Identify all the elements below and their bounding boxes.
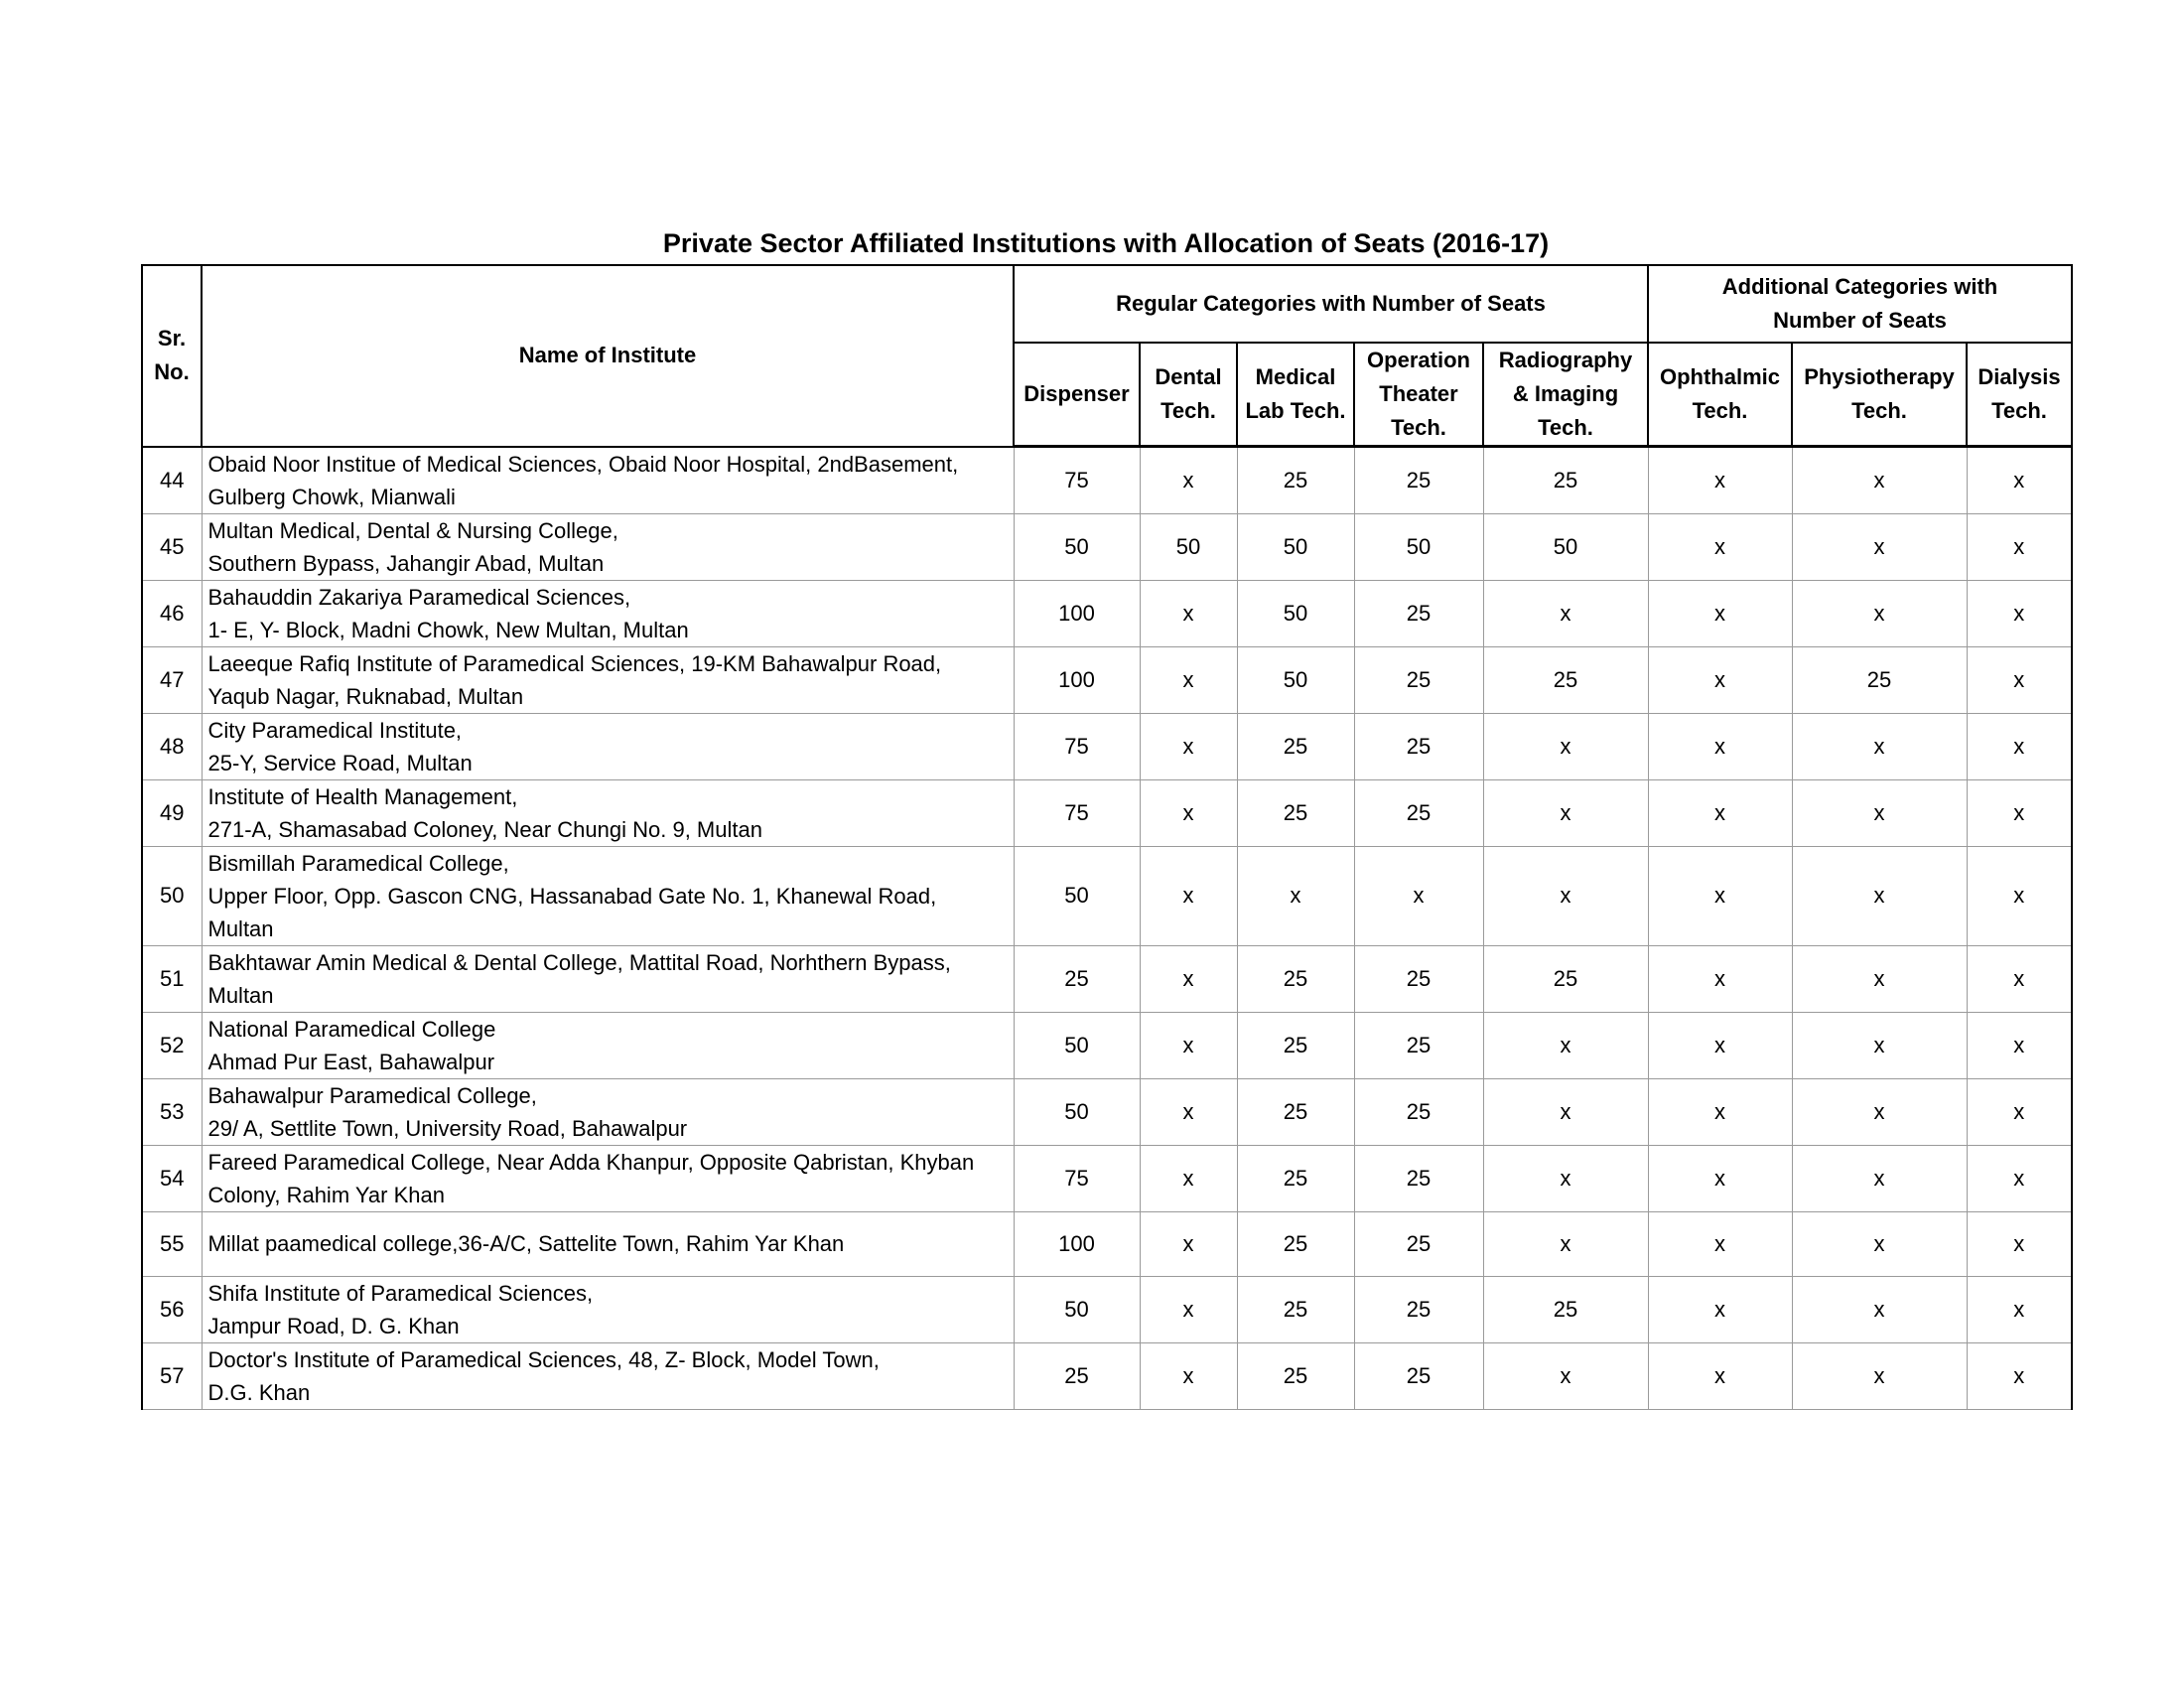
row-seat-value: 75: [1014, 779, 1140, 846]
table-row: [142, 1342, 2072, 1409]
row-institute-name: [202, 447, 1014, 514]
table-row: [142, 779, 2072, 846]
table-row: [142, 1012, 2072, 1078]
row-seat-value: 25: [1237, 1342, 1354, 1409]
row-seat-value: x: [1140, 1276, 1237, 1342]
institute-name-line: 25-Y, Service Road, Multan: [207, 750, 473, 775]
row-institute-name: [202, 1145, 1014, 1211]
table-row: [142, 713, 2072, 779]
institute-name-line: Obaid Noor Institue of Medical Sciences, Obaid Noor Hospital, 2ndBasement,: [207, 451, 959, 477]
row-institute-name: [202, 646, 1014, 713]
table-row: [142, 1276, 2072, 1342]
row-seat-value: 50: [1014, 1078, 1140, 1145]
row-institute-name: [202, 945, 1014, 1012]
row-seat-value: x: [1648, 1078, 1792, 1145]
institute-name-line: 1- E, Y- Block, Madni Chowk, New Multan, Multan: [207, 617, 689, 642]
row-seat-value: x: [1967, 1342, 2072, 1409]
row-seat-value: 25: [1354, 1342, 1483, 1409]
row-seat-value: x: [1648, 1145, 1792, 1211]
row-seat-value: x: [1140, 945, 1237, 1012]
row-seat-value: 75: [1014, 713, 1140, 779]
row-seat-value: 25: [1237, 713, 1354, 779]
row-seat-value: x: [1967, 1078, 2072, 1145]
institute-name-line: 271-A, Shamasabad Coloney, Near Chungi No. 9, Multan: [207, 816, 762, 842]
document-title: Private Sector Affiliated Institutions with Allocation of Seats (2016-17): [662, 228, 1550, 258]
institute-name-line: Bahauddin Zakariya Paramedical Sciences,: [207, 584, 631, 610]
row-sr-no: 46: [142, 580, 202, 646]
institute-name-line: City Paramedical Institute,: [207, 717, 463, 743]
row-seat-value: 25: [1354, 779, 1483, 846]
institute-name-line: Doctor's Institute of Paramedical Sciences, 48, Z- Block, Model Town,: [207, 1346, 880, 1372]
row-seat-value: x: [1140, 447, 1237, 514]
row-seat-value: 25: [1483, 447, 1648, 514]
institute-name-line: Colony, Rahim Yar Khan: [207, 1182, 445, 1207]
row-seat-value: 25: [1237, 779, 1354, 846]
institute-name-line: Institute of Health Management,: [207, 783, 518, 809]
row-sr-no: 54: [142, 1145, 202, 1211]
row-seat-value: x: [1648, 1276, 1792, 1342]
row-seat-value: x: [1648, 513, 1792, 580]
row-seat-value: 25: [1237, 447, 1354, 514]
row-seat-value: x: [1140, 1342, 1237, 1409]
institute-name-line: Bismillah Paramedical College,: [207, 850, 509, 876]
row-seat-value: x: [1792, 779, 1967, 846]
row-seat-value: x: [1483, 1078, 1648, 1145]
row-seat-value: x: [1967, 1276, 2072, 1342]
table-header: [142, 265, 2072, 447]
institute-name-line: Gulberg Chowk, Mianwali: [207, 484, 456, 509]
institute-name-line: Multan Medical, Dental & Nursing College,: [207, 517, 618, 543]
row-institute-name: [202, 1276, 1014, 1342]
table-row: [142, 447, 2072, 514]
row-seat-value: x: [1140, 1211, 1237, 1276]
row-seat-value: x: [1483, 713, 1648, 779]
row-seat-value: x: [1967, 1211, 2072, 1276]
table-row: [142, 1078, 2072, 1145]
row-sr-no: 57: [142, 1342, 202, 1409]
row-seat-value: x: [1483, 1342, 1648, 1409]
row-seat-value: x: [1967, 1145, 2072, 1211]
row-seat-value: x: [1967, 447, 2072, 514]
row-sr-no: 56: [142, 1276, 202, 1342]
row-institute-name: [202, 846, 1014, 945]
row-institute-name: [202, 513, 1014, 580]
row-seat-value: 50: [1014, 513, 1140, 580]
row-seat-value: x: [1792, 846, 1967, 945]
institute-name-line: D.G. Khan: [207, 1379, 311, 1405]
row-seat-value: x: [1792, 945, 1967, 1012]
row-seat-value: x: [1483, 1012, 1648, 1078]
institute-name-line: Upper Floor, Opp. Gascon CNG, Hassanabad Gate No. 1, Khanewal Road,: [207, 883, 937, 909]
institute-name-line: Multan: [207, 982, 274, 1008]
row-seat-value: x: [1792, 580, 1967, 646]
row-seat-value: 100: [1014, 1211, 1140, 1276]
row-seat-value: x: [1140, 580, 1237, 646]
table-row: [142, 945, 2072, 1012]
row-sr-no: 53: [142, 1078, 202, 1145]
row-seat-value: x: [1792, 1342, 1967, 1409]
row-seat-value: 50: [1014, 1012, 1140, 1078]
institute-name-line: Fareed Paramedical College, Near Adda Khanpur, Opposite Qabristan, Khyban: [207, 1149, 975, 1175]
row-seat-value: 50: [1483, 513, 1648, 580]
row-sr-no: 50: [142, 846, 202, 945]
row-seat-value: x: [1967, 513, 2072, 580]
row-seat-value: x: [1140, 1078, 1237, 1145]
row-seat-value: 25: [1354, 646, 1483, 713]
institute-name-line: Ahmad Pur East, Bahawalpur: [207, 1049, 495, 1074]
row-seat-value: 25: [1237, 1211, 1354, 1276]
row-seat-value: 25: [1354, 945, 1483, 1012]
institute-name-line: Jampur Road, D. G. Khan: [207, 1313, 460, 1338]
row-seat-value: x: [1140, 646, 1237, 713]
row-sr-no: 48: [142, 713, 202, 779]
header-col-radiography-imaging-tech: Radiography & Imaging Tech.: [1483, 343, 1648, 447]
table-row: [142, 580, 2072, 646]
institute-name-line: Bahawalpur Paramedical College,: [207, 1082, 537, 1108]
row-institute-name: [202, 779, 1014, 846]
institute-name-line: 29/ A, Settlite Town, University Road, Bahawalpur: [207, 1115, 688, 1141]
row-seat-value: x: [1967, 713, 2072, 779]
header-additional-categories: Additional Categories with Number of Seats: [1648, 265, 2072, 343]
row-institute-name: [202, 580, 1014, 646]
row-seat-value: 50: [1140, 513, 1237, 580]
table-row: [142, 846, 2072, 945]
row-seat-value: x: [1792, 1145, 1967, 1211]
row-seat-value: x: [1967, 646, 2072, 713]
row-seat-value: x: [1967, 1012, 2072, 1078]
row-sr-no: 47: [142, 646, 202, 713]
row-seat-value: 25: [1354, 713, 1483, 779]
header-col-ophthalmic-tech: Ophthalmic Tech.: [1648, 343, 1792, 447]
row-seat-value: x: [1648, 580, 1792, 646]
row-seat-value: x: [1483, 846, 1648, 945]
row-sr-no: 51: [142, 945, 202, 1012]
row-seat-value: x: [1967, 580, 2072, 646]
row-seat-value: 25: [1237, 1276, 1354, 1342]
row-seat-value: x: [1483, 779, 1648, 846]
row-seat-value: 25: [1354, 447, 1483, 514]
row-seat-value: 25: [1354, 1078, 1483, 1145]
header-col-dialysis-tech: Dialysis Tech.: [1967, 343, 2072, 447]
row-sr-no: 44: [142, 447, 202, 514]
row-seat-value: 100: [1014, 646, 1140, 713]
row-seat-value: x: [1354, 846, 1483, 945]
row-seat-value: x: [1648, 646, 1792, 713]
row-seat-value: 25: [1354, 1145, 1483, 1211]
row-seat-value: x: [1140, 1012, 1237, 1078]
row-seat-value: 25: [1792, 646, 1967, 713]
row-seat-value: x: [1237, 846, 1354, 945]
row-seat-value: x: [1648, 1342, 1792, 1409]
header-col-operation-theater-tech: Operation Theater Tech.: [1354, 343, 1483, 447]
row-seat-value: 25: [1237, 1078, 1354, 1145]
row-institute-name: [202, 1078, 1014, 1145]
row-seat-value: x: [1648, 1012, 1792, 1078]
row-seat-value: x: [1483, 1145, 1648, 1211]
institute-name-line: National Paramedical College: [207, 1016, 496, 1042]
row-seat-value: x: [1483, 580, 1648, 646]
header-col-physiotherapy-tech: Physiotherapy Tech.: [1792, 343, 1967, 447]
row-seat-value: 75: [1014, 447, 1140, 514]
row-sr-no: 52: [142, 1012, 202, 1078]
table-body: [142, 447, 2072, 1410]
row-seat-value: x: [1648, 713, 1792, 779]
row-institute-name: [202, 713, 1014, 779]
row-seat-value: x: [1967, 779, 2072, 846]
row-seat-value: x: [1648, 779, 1792, 846]
row-seat-value: x: [1967, 945, 2072, 1012]
row-seat-value: x: [1792, 447, 1967, 514]
institute-name-line: Laeeque Rafiq Institute of Paramedical Sciences, 19-KM Bahawalpur Road,: [207, 650, 942, 676]
row-seat-value: 50: [1014, 846, 1140, 945]
row-seat-value: 50: [1237, 513, 1354, 580]
row-seat-value: 25: [1354, 1276, 1483, 1342]
row-seat-value: x: [1648, 1211, 1792, 1276]
row-seat-value: x: [1140, 713, 1237, 779]
header-regular-categories: Regular Categories with Number of Seats: [1014, 265, 1648, 343]
row-seat-value: 25: [1354, 1211, 1483, 1276]
header-col-dental-tech: Dental Tech.: [1140, 343, 1237, 447]
row-seat-value: 25: [1237, 1012, 1354, 1078]
row-sr-no: 49: [142, 779, 202, 846]
row-seat-value: x: [1792, 1276, 1967, 1342]
header-sr-no: Sr. No.: [142, 265, 202, 447]
row-seat-value: 25: [1354, 580, 1483, 646]
row-seat-value: x: [1792, 513, 1967, 580]
institute-name-line: Yaqub Nagar, Ruknabad, Multan: [207, 683, 524, 709]
institute-name-line: Shifa Institute of Paramedical Sciences,: [207, 1280, 594, 1306]
row-seat-value: 50: [1014, 1276, 1140, 1342]
row-seat-value: x: [1140, 846, 1237, 945]
row-seat-value: x: [1967, 846, 2072, 945]
header-col-dispenser: Dispenser: [1014, 343, 1140, 447]
row-sr-no: 55: [142, 1211, 202, 1276]
row-seat-value: 25: [1237, 1145, 1354, 1211]
row-seat-value: 25: [1014, 1342, 1140, 1409]
row-seat-value: x: [1483, 1211, 1648, 1276]
row-institute-name: [202, 1012, 1014, 1078]
row-seat-value: x: [1792, 713, 1967, 779]
row-seat-value: x: [1140, 779, 1237, 846]
header-name-of-institute: Name of Institute: [202, 265, 1014, 447]
table-row: [142, 1211, 2072, 1276]
row-seat-value: 100: [1014, 580, 1140, 646]
row-seat-value: 25: [1237, 945, 1354, 1012]
seat-allocation-table: [141, 264, 2073, 1410]
row-seat-value: 50: [1237, 580, 1354, 646]
row-seat-value: x: [1648, 447, 1792, 514]
institute-name-line: Multan: [207, 915, 274, 941]
table-row: [142, 646, 2072, 713]
row-seat-value: 25: [1483, 1276, 1648, 1342]
row-seat-value: 50: [1237, 646, 1354, 713]
row-seat-value: x: [1648, 846, 1792, 945]
institute-name-line: Southern Bypass, Jahangir Abad, Multan: [207, 550, 605, 576]
institute-name-line: Millat paamedical college,36-A/C, Sattelite Town, Rahim Yar Khan: [207, 1231, 845, 1256]
row-sr-no: 45: [142, 513, 202, 580]
header-col-medical-lab-tech: Medical Lab Tech.: [1237, 343, 1354, 447]
row-seat-value: 25: [1354, 1012, 1483, 1078]
row-seat-value: 75: [1014, 1145, 1140, 1211]
row-seat-value: 50: [1354, 513, 1483, 580]
row-seat-value: x: [1648, 945, 1792, 1012]
row-seat-value: 25: [1483, 646, 1648, 713]
table-row: [142, 1145, 2072, 1211]
row-seat-value: x: [1792, 1012, 1967, 1078]
row-institute-name: [202, 1211, 1014, 1276]
row-institute-name: [202, 1342, 1014, 1409]
row-seat-value: 25: [1483, 945, 1648, 1012]
table-row: [142, 513, 2072, 580]
row-seat-value: x: [1140, 1145, 1237, 1211]
row-seat-value: x: [1792, 1078, 1967, 1145]
row-seat-value: 25: [1014, 945, 1140, 1012]
row-seat-value: x: [1792, 1211, 1967, 1276]
institute-name-line: Bakhtawar Amin Medical & Dental College, Mattital Road, Norhthern Bypass,: [207, 949, 951, 975]
